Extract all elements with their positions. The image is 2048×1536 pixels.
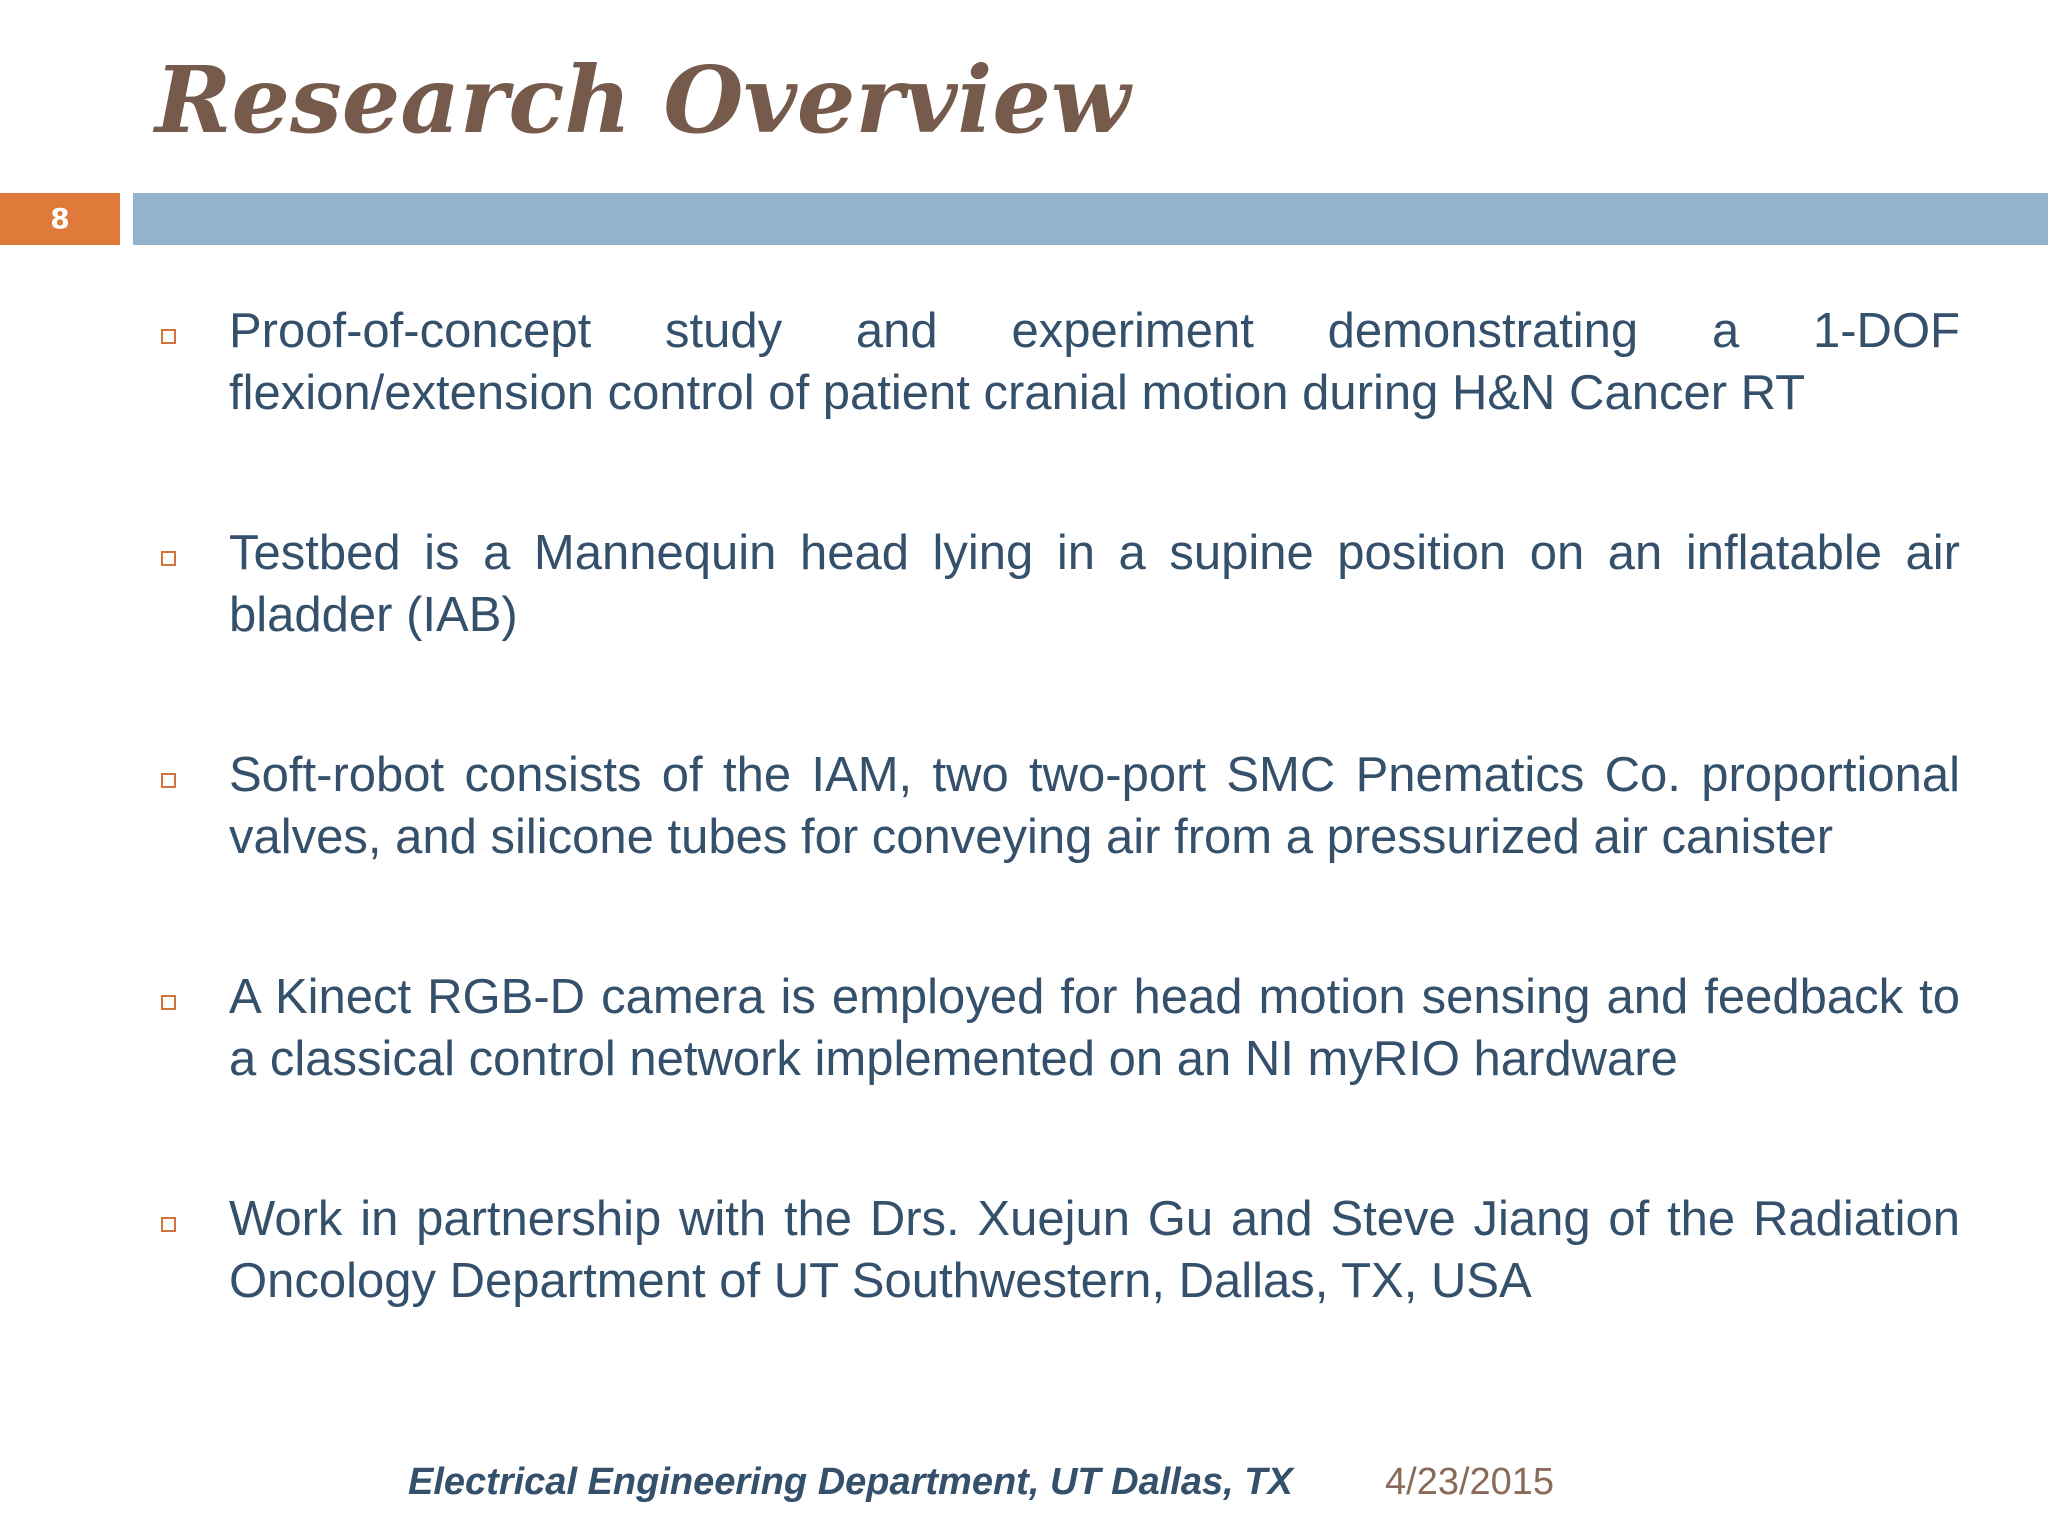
footer-date: 4/23/2015 — [1385, 1461, 1555, 1503]
bullet-list — [155, 300, 1960, 1312]
square-bullet-icon — [161, 329, 176, 344]
bullet-item — [155, 1188, 1960, 1312]
bullet-text: Work in partnership with the Drs. Xuejun Gu and Steve Jiang of the Radiation Oncology Department of UT Southwestern, Dallas, TX, USA — [229, 1192, 1960, 1308]
slide-number-badge: 8 — [0, 193, 120, 245]
title-divider-bar — [133, 193, 2048, 245]
bullet-text: Proof-of-concept study and experiment demonstrating a 1-DOF flexion/extension control of patient cranial motion during H&N Cancer RT — [229, 304, 1960, 420]
square-bullet-icon — [161, 995, 176, 1010]
square-bullet-icon — [161, 551, 176, 566]
square-bullet-icon — [161, 773, 176, 788]
bullet-text: Testbed is a Mannequin head lying in a supine position on an inflatable air bladder (IAB) — [229, 526, 1960, 642]
slide-footer — [0, 1452, 2048, 1512]
bullet-item — [155, 300, 1960, 424]
bullet-text: A Kinect RGB-D camera is employed for head motion sensing and feedback to a classical control network implemented on an NI myRIO hardware — [229, 970, 1960, 1086]
bullet-text: Soft-robot consists of the IAM, two two-port SMC Pnematics Co. proportional valves, and silicone tubes for conveying air from a pressurized air canister — [229, 748, 1960, 864]
footer-department: Electrical Engineering Department, UT Dallas, TX — [408, 1461, 1293, 1503]
bullet-item — [155, 744, 1960, 868]
bullet-item — [155, 522, 1960, 646]
square-bullet-icon — [161, 1217, 176, 1232]
slide-title: Research Overview — [155, 46, 1131, 154]
bullet-item — [155, 966, 1960, 1090]
